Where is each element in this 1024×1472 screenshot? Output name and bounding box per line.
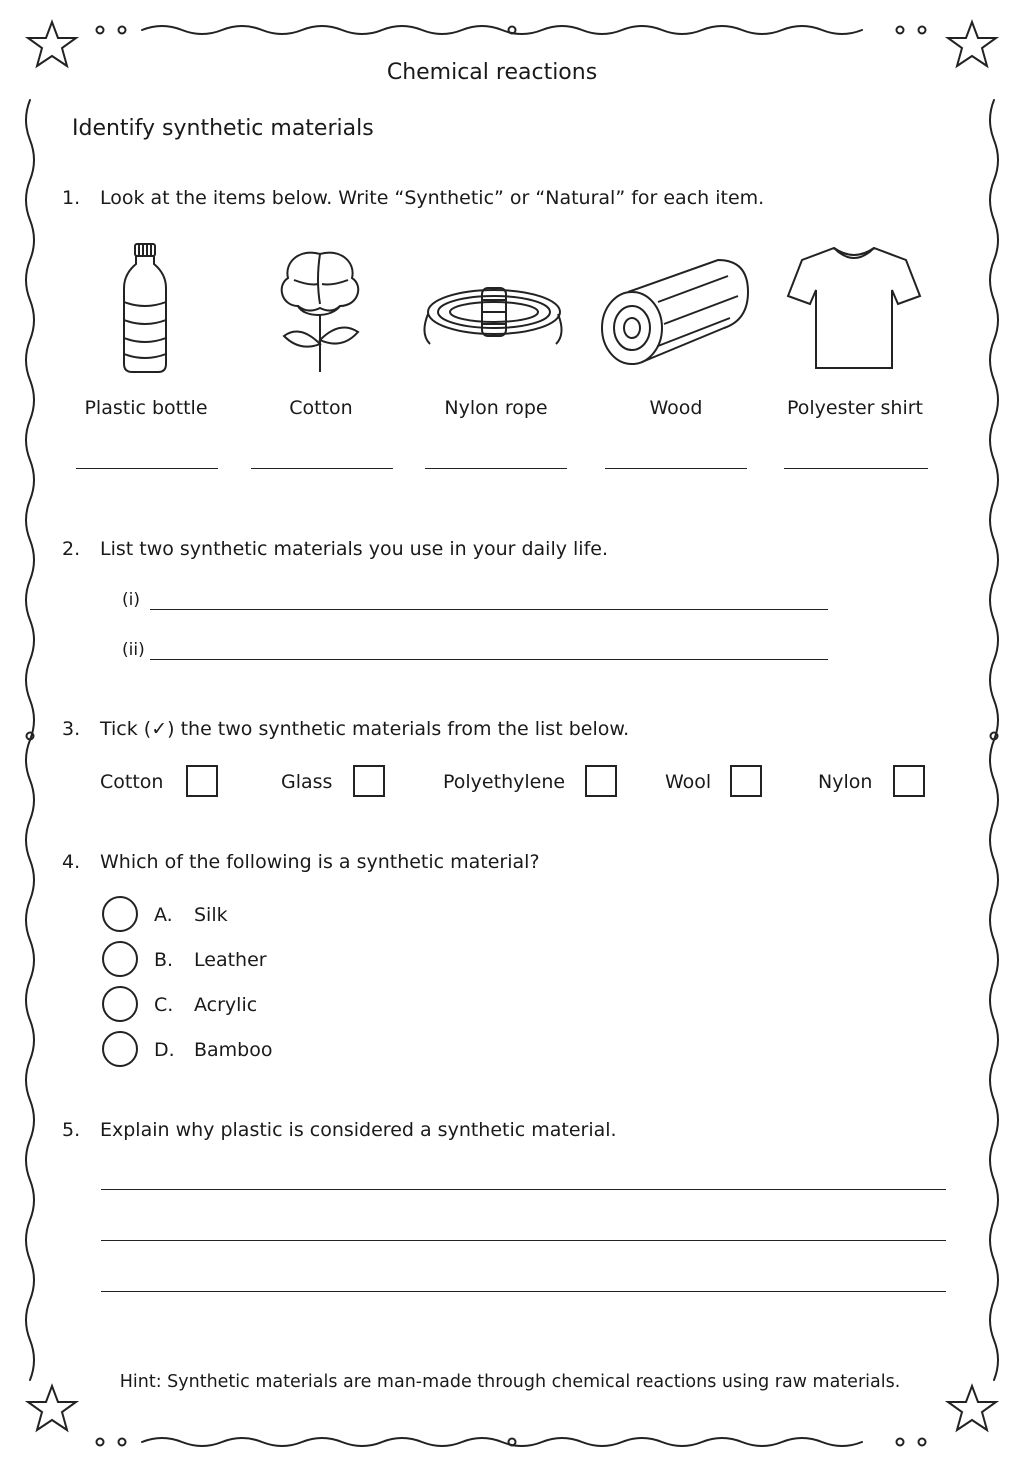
q4-number: 4. xyxy=(62,851,81,873)
item-caption: Cotton xyxy=(289,397,353,419)
q3-number: 3. xyxy=(62,718,81,740)
option-text: Silk xyxy=(194,904,228,926)
tick-option-label: Cotton xyxy=(100,771,164,793)
answer-line[interactable] xyxy=(150,659,828,660)
tick-checkbox[interactable] xyxy=(186,765,218,797)
q2-text: List two synthetic materials you use in your daily life. xyxy=(100,538,608,560)
q3-text: Tick (✓) the two synthetic materials from the list below. xyxy=(100,718,630,740)
section-title: Identify synthetic materials xyxy=(72,116,374,141)
option-radio-b[interactable] xyxy=(102,941,138,977)
line-label: (i) xyxy=(122,590,140,610)
item-caption: Wood xyxy=(649,397,703,419)
option-text: Leather xyxy=(194,949,267,971)
option-radio-d[interactable] xyxy=(102,1031,138,1067)
item-caption: Polyester shirt xyxy=(787,397,923,419)
option-radio-a[interactable] xyxy=(102,896,138,932)
option-text: Acrylic xyxy=(194,994,258,1016)
answer-blank[interactable] xyxy=(76,468,218,469)
plastic-bottle-icon xyxy=(110,240,180,376)
rope-icon xyxy=(420,274,568,350)
q4-text: Which of the following is a synthetic material? xyxy=(100,851,540,873)
item-caption: Plastic bottle xyxy=(84,397,208,419)
answer-blank[interactable] xyxy=(784,468,928,469)
tshirt-icon xyxy=(784,244,924,372)
tick-option-label: Polyethylene xyxy=(443,771,566,793)
answer-line[interactable] xyxy=(101,1189,946,1190)
answer-line[interactable] xyxy=(150,609,828,610)
answer-blank[interactable] xyxy=(425,468,567,469)
q5-number: 5. xyxy=(62,1119,81,1141)
q5-text: Explain why plastic is considered a synthetic material. xyxy=(100,1119,617,1141)
option-letter: A. xyxy=(154,904,173,926)
answer-blank[interactable] xyxy=(605,468,747,469)
tick-checkbox[interactable] xyxy=(730,765,762,797)
option-letter: D. xyxy=(154,1039,175,1061)
line-label: (ii) xyxy=(122,640,145,660)
tick-option-label: Glass xyxy=(281,771,333,793)
tick-checkbox[interactable] xyxy=(353,765,385,797)
option-radio-c[interactable] xyxy=(102,986,138,1022)
q1-number: 1. xyxy=(62,187,81,209)
cotton-plant-icon xyxy=(270,244,370,376)
tick-option-label: Nylon xyxy=(818,771,873,793)
item-caption: Nylon rope xyxy=(444,397,548,419)
tick-checkbox[interactable] xyxy=(585,765,617,797)
wood-log-icon xyxy=(598,254,754,370)
option-letter: B. xyxy=(154,949,174,971)
answer-blank[interactable] xyxy=(251,468,393,469)
answer-line[interactable] xyxy=(101,1291,946,1292)
tick-option-label: Wool xyxy=(665,771,712,793)
hint-text: Hint: Synthetic materials are man-made through chemical reactions using raw materials. xyxy=(119,1372,901,1392)
q1-text: Look at the items below. Write “Synthetic” or “Natural” for each item. xyxy=(100,187,765,209)
option-letter: C. xyxy=(154,994,174,1016)
q2-number: 2. xyxy=(62,538,81,560)
tick-checkbox[interactable] xyxy=(893,765,925,797)
option-text: Bamboo xyxy=(194,1039,273,1061)
answer-line[interactable] xyxy=(101,1240,946,1241)
page-title: Chemical reactions xyxy=(386,60,598,85)
